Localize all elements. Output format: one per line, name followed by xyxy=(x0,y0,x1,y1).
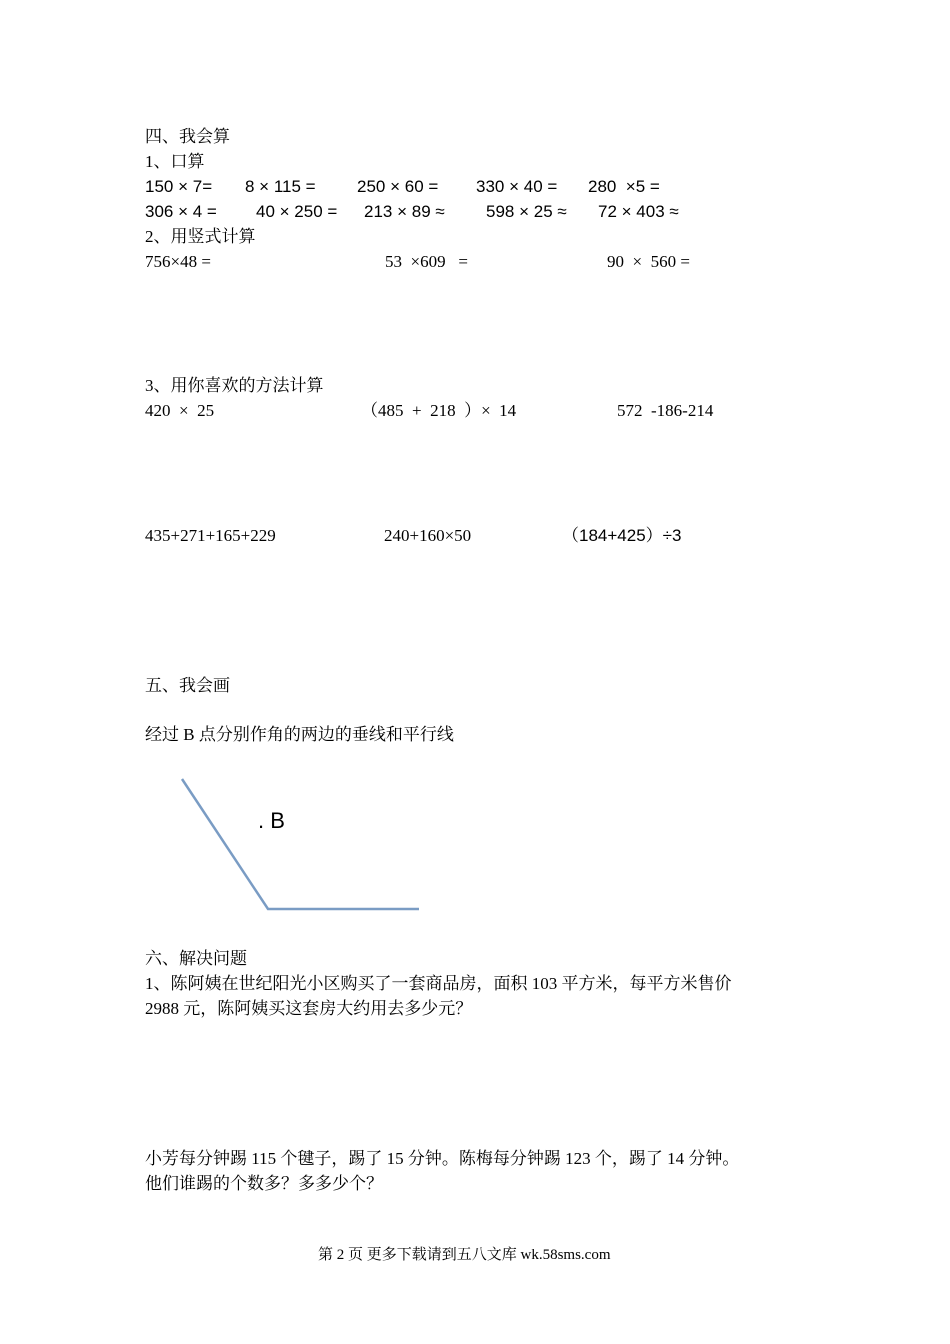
page-footer: 第 2 页 更多下载请到五八文库 wk.58sms.com xyxy=(318,1247,611,1263)
problem2-text: 小芳每分钟踢 115 个毽子，踢了 15 分钟。陈梅每分钟踢 123 个，踢了 14 分钟。 xyxy=(145,1149,740,1168)
problem2-text: 他们谁踢的个数多？多多少个？ xyxy=(145,1174,383,1193)
oral-problem: 150 × 7= xyxy=(145,177,213,196)
section5-title: 五、我会画 xyxy=(145,676,230,695)
section4-title: 四、我会算 xyxy=(145,127,230,146)
oral-problem: 72 × 403 ≈ xyxy=(598,202,679,221)
oral-problem: 8 × 115 = xyxy=(245,177,316,196)
preferred-problem: 240+160×50 xyxy=(384,526,472,545)
angle-sides xyxy=(182,779,419,909)
section6-title: 六、解决问题 xyxy=(145,949,247,968)
oral-problem: 330 × 40 = xyxy=(476,177,558,196)
oral-problem: 598 × 25 ≈ xyxy=(486,202,567,221)
vertical-problem: 756×48 = xyxy=(145,252,211,271)
preferred-problem: （485 + 218 ）× 14 xyxy=(361,401,517,420)
preferred-problem: （184+425）÷3 xyxy=(562,526,682,545)
point-b-label: . B xyxy=(258,808,285,833)
oral-heading: 1、口算 xyxy=(145,152,205,171)
vertical-problem: 90 × 560 = xyxy=(607,252,690,271)
oral-problem: 306 × 4 = xyxy=(145,202,217,221)
oral-problem: 250 × 60 = xyxy=(357,177,439,196)
oral-problem: 213 × 89 ≈ xyxy=(364,202,445,221)
problem1-text: 1、陈阿姨在世纪阳光小区购买了一套商品房，面积 103 平方米，每平方米售价 xyxy=(145,974,732,993)
preferred-problem: 420 × 25 xyxy=(145,401,215,420)
oral-problem: 40 × 250 = xyxy=(256,202,338,221)
drawing-instruction: 经过 B 点分别作角的两边的垂线和平行线 xyxy=(145,725,454,744)
preferred-problem: 572 -186-214 xyxy=(617,401,714,420)
preferred-heading: 3、用你喜欢的方法计算 xyxy=(145,376,324,395)
problem1-text: 2988 元，陈阿姨买这套房大约用去多少元？ xyxy=(145,999,473,1018)
vertical-problem: 53 ×609 = xyxy=(385,252,468,271)
preferred-problem: 435+271+165+229 xyxy=(145,526,276,545)
oral-problem: 280 ×5 = xyxy=(588,177,660,196)
vertical-heading: 2、用竖式计算 xyxy=(145,227,256,246)
